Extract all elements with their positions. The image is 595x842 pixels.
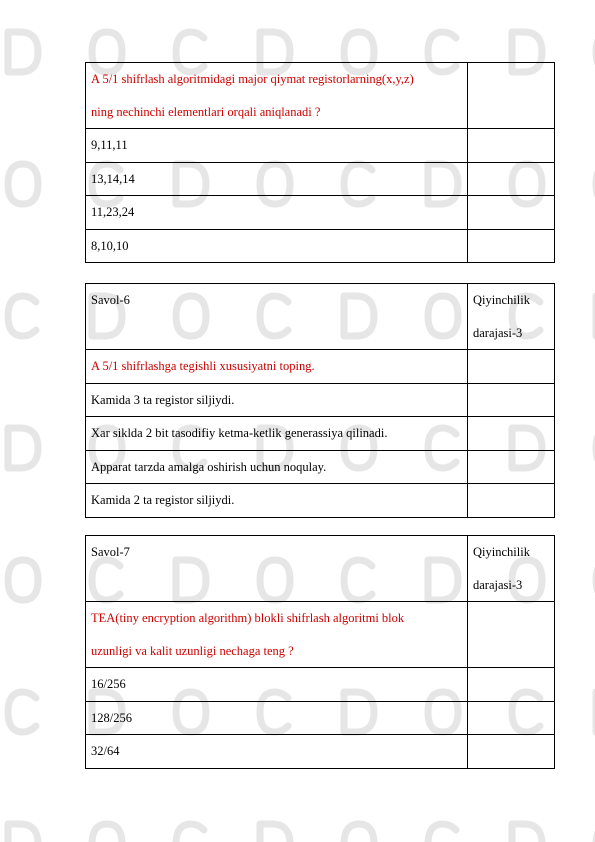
empty-cell: [468, 63, 555, 129]
option-row[interactable]: [86, 196, 555, 230]
question-number-label: Savol-7: [86, 536, 468, 602]
option-mark-cell: [468, 162, 555, 196]
watermark-glyph: [8, 560, 38, 600]
option-row[interactable]: [86, 701, 555, 735]
watermark-glyph: [8, 428, 38, 468]
question-row: [86, 602, 555, 668]
question-table-savol-6: [85, 283, 555, 518]
option-row[interactable]: [86, 383, 555, 417]
option-text[interactable]: 9,11,11: [86, 129, 468, 163]
empty-cell: [468, 602, 555, 668]
question-number-label: Savol-6: [86, 284, 468, 350]
option-mark-cell: [468, 383, 555, 417]
difficulty-line: darajasi-3: [473, 325, 523, 340]
option-text[interactable]: 11,23,24: [86, 196, 468, 230]
option-text[interactable]: Kamida 3 ta registor siljiydi.: [86, 383, 468, 417]
option-text[interactable]: 13,14,14: [86, 162, 468, 196]
option-text[interactable]: 32/64: [86, 735, 468, 769]
empty-cell: [468, 350, 555, 384]
option-row[interactable]: [86, 229, 555, 263]
option-mark-cell: [468, 129, 555, 163]
option-row[interactable]: [86, 735, 555, 769]
watermark-glyph: [428, 824, 456, 842]
question-row: [86, 63, 555, 129]
option-mark-cell: [468, 668, 555, 702]
option-row[interactable]: [86, 129, 555, 163]
watermark-glyph: [344, 824, 374, 842]
option-text[interactable]: Kamida 2 ta registor siljiydi.: [86, 484, 468, 518]
watermark-glyph: [8, 824, 38, 842]
question-row: [86, 350, 555, 384]
difficulty-line: Qiyinchilik: [473, 545, 530, 559]
question-line: A 5/1 shifrlash algoritmidagi major qiymat registorlarning(x,y,z): [91, 72, 414, 86]
difficulty-label: [468, 536, 555, 602]
option-text[interactable]: 128/256: [86, 701, 468, 735]
option-mark-cell: [468, 450, 555, 484]
question-table-savol-7: [85, 535, 555, 769]
watermark-glyph: [8, 32, 38, 72]
option-text[interactable]: 8,10,10: [86, 229, 468, 263]
option-text[interactable]: Xar siklda 2 bit tasodifiy ketma-ketlik generassiya qilinadi.: [86, 417, 468, 451]
question-text: A 5/1 shifrlashga tegishli xususiyatni toping.: [86, 350, 468, 384]
header-row: [86, 284, 555, 350]
question-text: [86, 63, 468, 129]
option-text[interactable]: 16/256: [86, 668, 468, 702]
difficulty-line: darajasi-3: [473, 577, 523, 592]
watermark-glyph: [512, 824, 542, 842]
option-mark-cell: [468, 229, 555, 263]
option-mark-cell: [468, 196, 555, 230]
option-mark-cell: [468, 701, 555, 735]
watermark-glyph: [8, 692, 36, 732]
watermark-glyph: [8, 164, 38, 204]
option-mark-cell: [468, 735, 555, 769]
option-row[interactable]: [86, 484, 555, 518]
option-mark-cell: [468, 484, 555, 518]
option-row[interactable]: [86, 668, 555, 702]
option-mark-cell: [468, 417, 555, 451]
watermark-glyph: [92, 824, 122, 842]
question-line: TEA(tiny encryption algorithm) blokli shifrlash algoritmi blok: [91, 611, 405, 625]
question-line: uzunligi va kalit uzunligi nechaga teng ?: [91, 643, 294, 658]
question-text: [86, 602, 468, 668]
watermark-glyph: [176, 824, 204, 842]
option-row[interactable]: [86, 417, 555, 451]
option-text[interactable]: Apparat tarzda amalga oshirish uchun noqulay.: [86, 450, 468, 484]
header-row: [86, 536, 555, 602]
question-table-1: [85, 62, 555, 263]
watermark-glyph: [260, 824, 290, 842]
difficulty-label: [468, 284, 555, 350]
watermark-glyph: [8, 296, 36, 336]
option-row[interactable]: [86, 450, 555, 484]
question-line: ning nechinchi elementlari orqali aniqlanadi ?: [91, 104, 321, 119]
option-row[interactable]: [86, 162, 555, 196]
difficulty-line: Qiyinchilik: [473, 293, 530, 307]
